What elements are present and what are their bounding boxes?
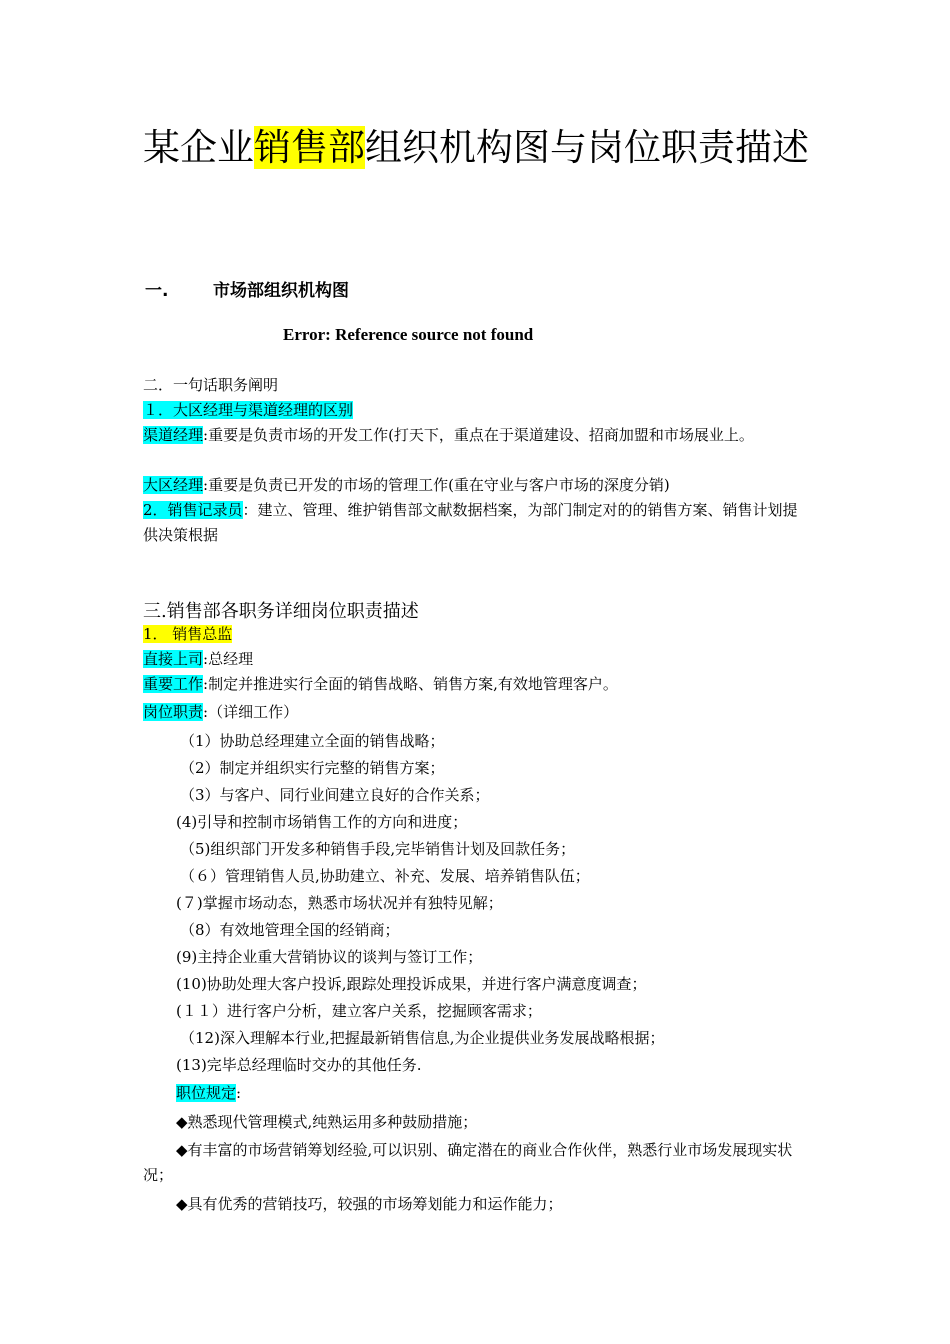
duty-item: (9)主持企业重大营销协议的谈判与签订工作； — [176, 948, 483, 966]
recorder-label: 2．销售记录员 — [143, 501, 243, 519]
duty-line — [143, 700, 298, 724]
superior-line — [143, 647, 253, 671]
duty-label: 岗位职责 — [143, 703, 204, 721]
duty-item: (4)引导和控制市场销售工作的方向和进度； — [176, 813, 468, 831]
region-paragraph — [143, 473, 670, 497]
key-label: 重要工作 — [143, 675, 204, 693]
duty-item: (10)协助处理大客户投诉,跟踪处理投诉成果，并进行客户满意度调查； — [176, 975, 647, 993]
duty-item: (１１）进行客户分析，建立客户关系，挖掘顾客需求； — [176, 1002, 542, 1020]
req-colon: : — [236, 1084, 242, 1102]
recorder-text: ：建立、管理、维护销售部文献数据档案，为部门制定对的的销售方案、销售计划提供决策根据 — [143, 501, 798, 544]
section2-heading: 二．一句话职务阐明 — [143, 376, 279, 394]
title-prefix: 某企业 — [143, 126, 254, 169]
requirement-item: ◆具有优秀的营销技巧，较强的市场筹划能力和运作能力； — [176, 1195, 563, 1213]
requirements-heading — [176, 1081, 241, 1105]
channel-text: :重要是负责市场的开发工作(打天下，重点在于渠道建设、招商加盟和市场展业上。 — [203, 426, 754, 444]
role-label: 1． 销售总监 — [143, 625, 233, 643]
region-text: :重要是负责已开发的市场的管理工作(重在守业与客户市场的深度分销) — [203, 476, 670, 494]
duty-item: (13)完毕总经理临时交办的其他任务. — [176, 1056, 422, 1074]
recorder-paragraph — [143, 498, 808, 548]
req-label: 职位规定 — [176, 1084, 237, 1102]
duty-item: （8）有效地管理全国的经销商； — [180, 921, 400, 939]
duty-item: （６）管理销售人员,协助建立、补充、发展、培养销售队伍； — [180, 867, 590, 885]
title-highlight: 销售部 — [254, 126, 365, 169]
section2-sub1 — [143, 398, 353, 422]
duty-text: :（详细工作） — [203, 703, 299, 721]
requirement-item: ◆有丰富的市场营销筹划经验,可以识别、确定潜在的商业合作伙伴，熟悉行业市场发展现实状况； — [143, 1141, 793, 1184]
duty-item: (７)掌握市场动态，熟悉市场状况并有独特见解； — [176, 894, 503, 912]
duty-item: （1）协助总经理建立全面的销售战略； — [180, 732, 445, 750]
superior-label: 直接上司 — [143, 650, 204, 668]
role-heading — [143, 622, 232, 646]
channel-label: 渠道经理 — [143, 426, 204, 444]
section3-heading: 三.销售部各职务详细岗位职责描述 — [143, 601, 419, 622]
section1-label: 市场部组织机构图 — [213, 281, 349, 301]
duty-item: （12)深入理解本行业,把握最新销售信息,为企业提供业务发展战略根据； — [180, 1029, 665, 1047]
section1-number: 一. — [145, 281, 169, 301]
superior-text: :总经理 — [203, 650, 254, 668]
region-label: 大区经理 — [143, 476, 204, 494]
key-text: :制定并推进实行全面的销售战略、销售方案,有效地管理客户。 — [203, 675, 618, 693]
requirement-item: ◆熟悉现代管理模式,纯熟运用多种鼓励措施； — [176, 1113, 478, 1131]
sub1-text: １．大区经理与渠道经理的区别 — [143, 401, 354, 419]
duty-item: （3）与客户、同行业间建立良好的合作关系； — [180, 786, 490, 804]
key-work-line — [143, 672, 618, 696]
channel-paragraph — [143, 423, 808, 448]
duty-item: （2）制定并组织实行完整的销售方案； — [180, 759, 445, 777]
section1-heading — [145, 276, 349, 301]
title-suffix: 组织机构图与岗位职责描述 — [365, 126, 809, 169]
reference-error: Error: Reference source not found — [283, 325, 534, 344]
document-title — [143, 122, 823, 174]
duty-item: （5)组织部门开发多种销售手段,完毕销售计划及回款任务； — [180, 840, 576, 858]
